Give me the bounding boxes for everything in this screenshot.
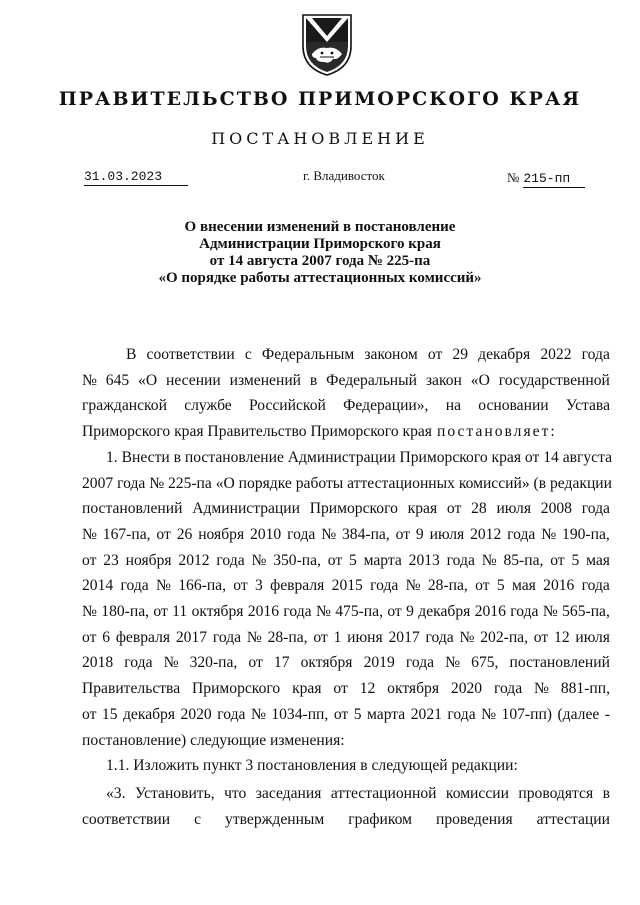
body-word: года	[287, 525, 316, 543]
body-line	[82, 548, 610, 574]
body-word: Установить,	[134, 784, 215, 802]
body-word: соответствии	[146, 346, 235, 363]
body-word: Администрации	[192, 500, 300, 518]
body-word: 17	[273, 654, 290, 672]
body-word: №	[445, 654, 461, 672]
body-word: постановлений	[82, 500, 183, 518]
body-word: 166-па,	[178, 577, 226, 595]
body-word: года	[283, 603, 312, 621]
body-line	[82, 599, 610, 625]
number-sign: №	[507, 170, 520, 185]
body-word: Приморского	[309, 500, 398, 518]
body-word: изменений	[229, 371, 302, 389]
body-word: №	[251, 551, 267, 569]
body-word: 2016	[247, 603, 279, 621]
body-word: 107-пп)	[501, 705, 552, 723]
coat-of-arms-icon	[300, 12, 354, 78]
body-word: от	[446, 500, 462, 518]
body-word: от	[387, 603, 402, 621]
body-word: Федерации»,	[343, 397, 429, 415]
body-word: 2019	[363, 654, 395, 672]
document-type: ПОСТАНОВЛЕНИЕ	[211, 129, 429, 148]
body-word: №	[315, 603, 331, 621]
body-word: №	[541, 525, 557, 543]
body-word: 2008	[540, 500, 572, 518]
body-word: 320-па,	[189, 654, 238, 672]
body-line	[82, 573, 610, 599]
body-word: №	[82, 371, 97, 389]
body-word: 167-па,	[102, 525, 151, 543]
body-word: -	[604, 705, 610, 723]
body-word: службе	[184, 397, 232, 415]
body-word: 11	[172, 603, 188, 621]
body-word: 12	[359, 680, 376, 698]
body-word: соответствии	[82, 810, 171, 828]
body-word: Устава	[565, 397, 610, 415]
body-word: 675,	[471, 654, 499, 672]
body-word: ноября	[198, 525, 245, 543]
body-word: года	[425, 628, 454, 646]
body-word: от	[333, 680, 348, 698]
document-city: г. Владивосток	[303, 168, 385, 183]
subject-line: от 14 августа 2007 года № 225-па	[209, 253, 431, 269]
body-word: 2016	[474, 603, 506, 621]
body-word: основании	[478, 397, 549, 415]
body-word: года	[446, 551, 475, 569]
body-word: декабря	[123, 705, 176, 723]
subject-line: «О порядке работы аттестационных комиссий»	[158, 270, 482, 286]
body-word: 384-па,	[341, 525, 390, 543]
body-line	[82, 368, 610, 394]
body-word: июля	[496, 500, 531, 518]
body-word: от	[395, 525, 411, 543]
body-line	[82, 522, 610, 548]
body-word: года	[510, 603, 539, 621]
body-word: в	[602, 784, 610, 802]
body-word: 1.1. Изложить пункт 3 постановления в следующей редакции:	[106, 757, 518, 775]
body-line	[82, 393, 610, 419]
body-word: 350-па,	[273, 551, 321, 569]
body-word: аттестационной	[330, 784, 437, 802]
body-word: 28-па,	[427, 577, 468, 595]
body-word: года	[581, 346, 610, 363]
body-word: декабря	[478, 346, 531, 363]
body-word: (далее	[557, 705, 600, 723]
body-word: от	[82, 628, 97, 646]
body-word: 29	[452, 346, 469, 363]
body-word: №	[481, 705, 497, 723]
body-word: проводятся	[518, 784, 594, 802]
body-word: края	[292, 680, 322, 698]
body-word: года	[493, 680, 523, 698]
body-word: комиссии	[445, 784, 509, 802]
body-line	[82, 471, 610, 497]
body-word: 2020	[180, 705, 212, 723]
body-line	[82, 781, 610, 807]
body-word: №	[82, 525, 97, 543]
body-word: 9	[415, 525, 424, 543]
body-word: Приморского	[192, 680, 281, 698]
number-value: 215-пп	[523, 171, 585, 188]
body-word: октября	[300, 654, 353, 672]
body-word: 645	[105, 371, 130, 389]
body-word: Российской	[248, 397, 326, 415]
body-word: №	[246, 628, 262, 646]
body-line	[82, 342, 610, 368]
body-word: «О	[470, 371, 490, 389]
body-word: №	[250, 705, 266, 723]
body-word: от	[333, 705, 349, 723]
body-word: года	[581, 500, 610, 518]
document-subject	[0, 219, 640, 287]
body-word: июля	[429, 525, 465, 543]
body-word: «О	[138, 371, 158, 389]
body-word: от	[313, 628, 328, 646]
body-word: 12	[554, 628, 570, 646]
body-word: февраля	[115, 628, 171, 646]
body-word: 1	[333, 628, 342, 646]
body-word: несении	[166, 371, 221, 389]
body-word: от	[82, 551, 97, 569]
body-word: 475-па,	[335, 603, 383, 621]
body-word: «3.	[106, 784, 126, 802]
body-word: края	[407, 500, 438, 518]
body-word: 190-па,	[562, 525, 610, 543]
body-word: года	[216, 551, 245, 569]
body-line	[82, 650, 610, 676]
body-line	[82, 728, 610, 754]
body-word: от	[475, 577, 490, 595]
body-word: 15	[101, 705, 118, 723]
body-word: 5	[349, 551, 357, 569]
body-word: №	[481, 551, 497, 569]
body-word: 28	[471, 500, 487, 518]
body-line	[82, 753, 610, 779]
body-word: 2010	[250, 525, 282, 543]
body-word: 23	[103, 551, 119, 569]
body-word: 2014	[82, 577, 114, 595]
body-word: года	[120, 577, 149, 595]
body-word: утвержденным	[225, 810, 325, 828]
body-word: В	[126, 346, 137, 363]
body-word: 202-па,	[480, 628, 528, 646]
body-word: декабря	[418, 603, 471, 621]
body-word: года	[507, 525, 536, 543]
body-word: года	[447, 705, 476, 723]
body-line	[82, 676, 610, 702]
body-word: февраля	[270, 577, 325, 595]
body-word: графиком	[348, 810, 412, 828]
body-word: 6	[102, 628, 111, 646]
body-word: 2013	[408, 551, 440, 569]
body-word: с	[194, 810, 202, 828]
body-word: 881-пп,	[560, 680, 610, 698]
body-word: октября	[191, 603, 244, 621]
body-word: от	[327, 551, 343, 569]
body-word: 5	[496, 577, 505, 595]
body-word: от	[82, 705, 97, 723]
body-word: мая	[511, 577, 536, 595]
body-word: №	[405, 577, 421, 595]
document-body	[82, 342, 613, 832]
government-title: ПРАВИТЕЛЬСТВО ПРИМОРСКОГО КРАЯ	[58, 88, 582, 110]
body-word: от	[153, 603, 168, 621]
body-word: №	[542, 603, 558, 621]
body-word: июня	[347, 628, 383, 646]
body-word: года	[581, 577, 610, 595]
body-word: №	[156, 577, 171, 595]
body-word: №	[321, 525, 337, 543]
body-word: мая	[586, 551, 610, 569]
body-word: 2015	[331, 577, 363, 595]
body-word: года	[212, 628, 242, 646]
body-word: гражданской	[82, 397, 167, 415]
body-word: года	[370, 577, 399, 595]
body-word: №	[534, 680, 549, 698]
body-word: постановлений	[509, 654, 610, 672]
body-word: 9	[406, 603, 414, 621]
body-word: 85-па,	[503, 551, 544, 569]
body-word: 5	[571, 551, 580, 569]
body-word: постановление) следующие изменения:	[82, 731, 345, 749]
body-word: 1034-пп,	[271, 705, 329, 723]
body-word: законом	[364, 346, 418, 363]
document-date: 31.03.2023	[84, 169, 188, 186]
body-word: марта	[363, 551, 402, 569]
body-line	[82, 807, 610, 833]
subject-line: Администрации Приморского края	[199, 236, 441, 252]
body-word: Федеральным	[261, 346, 355, 363]
body-word: что	[224, 784, 247, 802]
body-word: №	[459, 628, 475, 646]
body-word: постановляет:	[436, 423, 557, 441]
body-word: 2012	[470, 525, 502, 543]
body-line	[82, 625, 610, 651]
body-word: года	[405, 654, 435, 672]
body-line	[82, 702, 610, 728]
body-word: заседания	[255, 784, 322, 802]
body-word: 5	[353, 705, 362, 723]
body-word: на	[445, 397, 461, 415]
body-word: 2018	[82, 654, 114, 672]
body-word: государственной	[498, 371, 610, 389]
body-word: Приморского края Правительство Приморского края	[82, 423, 432, 441]
body-word: года	[124, 654, 153, 672]
body-word: года	[217, 705, 246, 723]
body-word: 2020	[450, 680, 483, 698]
body-word: от	[533, 628, 549, 646]
body-word: от	[427, 346, 443, 363]
body-word: 180-па,	[101, 603, 150, 621]
body-word: №	[163, 654, 179, 672]
body-word: аттестации	[536, 810, 610, 828]
body-word: проведения	[435, 810, 513, 828]
body-word: в	[309, 371, 318, 389]
body-word: с	[244, 346, 252, 363]
body-line	[82, 419, 610, 445]
body-word: 2021	[410, 705, 442, 723]
body-line	[82, 496, 610, 522]
body-word: Правительства	[82, 680, 181, 698]
subject-line: О внесении изменений в постановление	[184, 219, 456, 235]
body-word: №	[82, 603, 97, 621]
body-word: от	[248, 654, 263, 672]
document-number	[507, 169, 585, 188]
body-word: Федеральный	[326, 371, 417, 389]
body-word: 2017	[388, 628, 420, 646]
body-word: марта	[367, 705, 406, 723]
body-word: 2016	[543, 577, 575, 595]
body-word: 565-па,	[562, 603, 610, 621]
body-word: 28-па,	[267, 628, 308, 646]
body-word: 2012	[178, 551, 210, 569]
body-word: от	[156, 525, 171, 543]
body-word: июля	[575, 628, 610, 646]
body-word: 2017	[175, 628, 208, 646]
body-word: 2022	[540, 346, 572, 363]
body-word: от	[233, 577, 248, 595]
body-line	[82, 445, 613, 471]
body-word: 26	[176, 525, 193, 543]
body-word: от	[550, 551, 565, 569]
body-word: закон	[425, 371, 462, 389]
body-word: 1. Внести в постановление Администрации Приморского края от 14 августа	[106, 448, 613, 466]
body-word: 2007 года № 225-па «О порядке работы аттестационных комиссий» (в редакции	[82, 474, 612, 492]
body-word: октября	[387, 680, 440, 698]
body-word: ноября	[125, 551, 172, 569]
body-word: 3	[255, 577, 263, 595]
